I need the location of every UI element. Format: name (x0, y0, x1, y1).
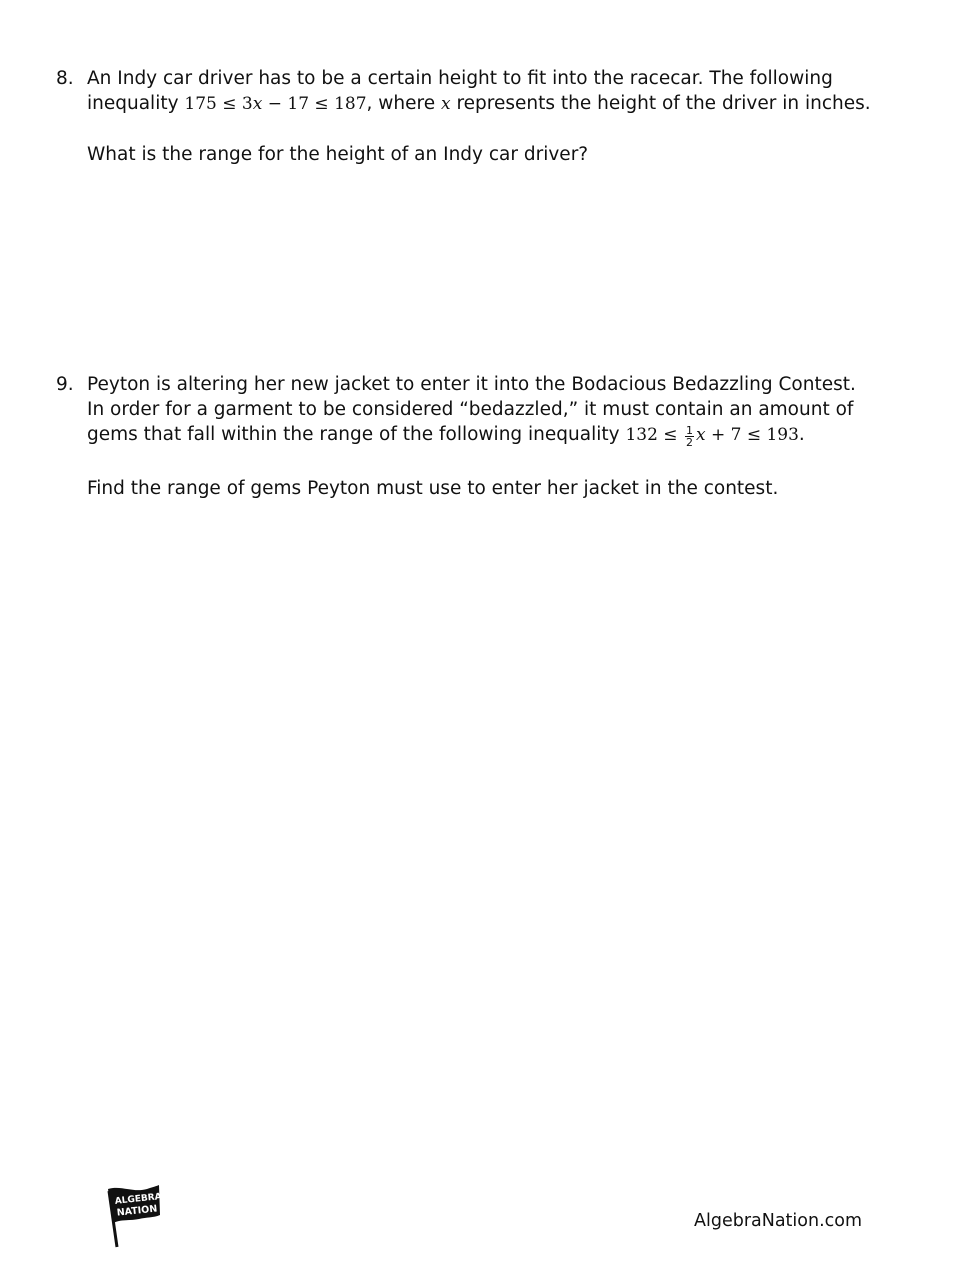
flag-icon (103, 1183, 163, 1249)
fraction-numerator: 1 (685, 424, 693, 438)
svg-text:ALGEBRA: ALGEBRA (114, 1192, 163, 1207)
problem-body (87, 372, 876, 501)
inequality-part: 175 ≤ 3 (184, 94, 253, 114)
problem-question: What is the range for the height of an Indy car driver? (87, 144, 589, 165)
problem-line: Peyton is altering her new jacket to enter it into the Bodacious Bedazzling Contest. (87, 374, 856, 395)
inequality-part: 132 ≤ (625, 425, 683, 445)
fraction-denominator: 2 (685, 436, 693, 450)
svg-text:NATION: NATION (116, 1203, 158, 1219)
problem-number: 9. (56, 374, 74, 395)
problem-line (87, 422, 876, 448)
footer-website: AlgebraNation.com (694, 1211, 863, 1231)
variable-x: x (441, 94, 451, 114)
problem-line: An Indy car driver has to be a certain height to fit into the racecar. The following (87, 68, 833, 89)
text-span: . (798, 424, 805, 445)
text-span: , where (366, 93, 441, 114)
problem-body (87, 66, 876, 167)
algebra-nation-logo (103, 1183, 163, 1249)
text-span: inequality (87, 93, 185, 114)
problem-9 (56, 372, 876, 501)
text-span: gems that fall within the range of the following inequality (87, 424, 626, 445)
variable-x: x (252, 94, 263, 114)
variable-x: x (695, 425, 706, 445)
problem-line (87, 91, 876, 117)
fraction-one-half (685, 425, 694, 448)
problem-number: 8. (56, 68, 74, 89)
problem-question: Find the range of gems Peyton must use to enter her jacket in the contest. (87, 478, 779, 500)
problem-8 (56, 66, 876, 167)
inequality-part: − 17 ≤ 187 (262, 94, 367, 114)
inequality-part: + 7 ≤ 193 (705, 425, 799, 445)
text-span: represents the height of the driver in inches. (450, 93, 871, 114)
problem-line: In order for a garment to be considered “bedazzled,” it must contain an amount of (87, 399, 854, 420)
